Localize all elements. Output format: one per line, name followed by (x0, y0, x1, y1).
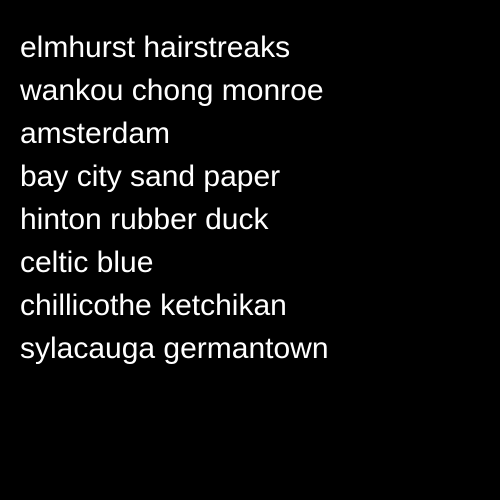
text-line-2: wankou chong monroe (20, 74, 324, 107)
text-line-6: celtic blue (20, 246, 154, 279)
text-line-1: elmhurst hairstreaks (20, 31, 291, 64)
text-line-5: hinton rubber duck (20, 203, 269, 236)
text-list (20, 26, 329, 370)
text-line-8: sylacauga germantown (20, 332, 329, 365)
text-line-3: amsterdam (20, 117, 171, 150)
text-line-7: chillicothe ketchikan (20, 289, 287, 322)
text-line-4: bay city sand paper (20, 160, 281, 193)
